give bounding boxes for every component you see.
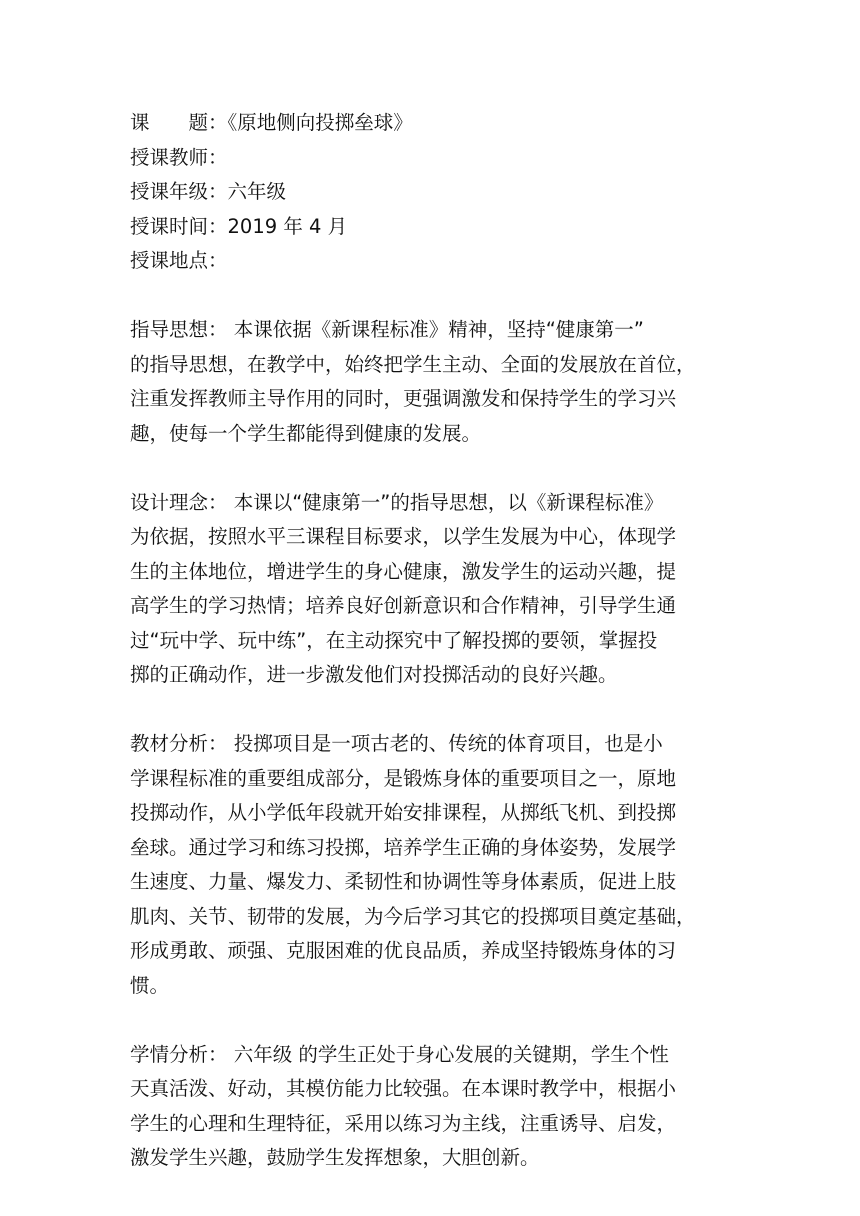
- guiding-line-4: 趣，使每一个学生都能得到健康的发展。: [130, 421, 482, 445]
- design-line-5: 过“玩中学、玩中练”，在主动探究中了解投掷的要领，掌握投: [130, 628, 658, 652]
- students-line-4: 激发学生兴趣，鼓励学生发挥想象，大胆创新。: [130, 1146, 540, 1169]
- design-line-6: 掷的正确动作，进一步激发他们对投掷活动的良好兴趣。: [130, 663, 618, 686]
- guiding-line-2: 的指导思想，在教学中，始终把学生主动、全面的发展放在首位，: [130, 352, 696, 376]
- design-line-4: 高学生的学习热情；培养良好创新意识和合作精神，引导学生通: [130, 594, 677, 617]
- material-line-6: 肌肉、关节、韧带的发展，为今后学习其它的投掷项目奠定基础，: [130, 904, 696, 928]
- students-line-3: 学生的心理和生理特征，采用以练习为主线，注重诱导、启发，: [130, 1111, 677, 1135]
- students-line-1: 学情分析： 六年级 的学生正处于身心发展的关键期，学生个性: [130, 1042, 669, 1066]
- material-line-8: 惯。: [130, 973, 170, 997]
- students-line-2: 天真活泼、好动，其模仿能力比较强。在本课时教学中，根据小: [130, 1077, 677, 1100]
- material-line-2: 学课程标准的重要组成部分，是锻炼身体的重要项目之一，原地: [130, 766, 677, 790]
- time-line: 授课时间：2019 年 4 月: [130, 214, 348, 238]
- material-line-7: 形成勇敢、顽强、克服困难的优良品质，养成坚持锻炼身体的习: [130, 939, 677, 962]
- section-spacer: [130, 279, 730, 314]
- design-line-2: 为依据，按照水平三课程目标要求，以学生发展为中心，体现学: [130, 525, 677, 548]
- guiding-thought-section: [130, 313, 730, 451]
- section-spacer: [130, 1003, 730, 1038]
- design-line-1: 设计理念： 本课以“健康第一”的指导思想，以《新课程标准》: [130, 490, 664, 514]
- material-line-5: 生速度、力量、爆发力、柔韧性和协调性等身体素质，促进上肢: [130, 870, 677, 893]
- material-analysis-section: [130, 727, 730, 1003]
- guiding-line-3: 注重发挥教师主导作用的同时，更强调激发和保持学生的学习兴: [130, 387, 677, 410]
- place-line: 授课地点：: [130, 249, 228, 272]
- guiding-line-1: 指导思想： 本课依据《新课程标准》精神，坚持“健康第一”: [130, 318, 644, 341]
- student-analysis-section: [130, 1038, 730, 1176]
- material-line-4: 垒球。通过学习和练习投掷，培养学生正确的身体姿势，发展学: [130, 835, 677, 859]
- material-line-1: 教材分析： 投掷项目是一项古老的、传统的体育项目，也是小: [130, 732, 663, 755]
- lesson-plan-page: [130, 106, 730, 1176]
- design-concept-section: [130, 486, 730, 693]
- grade-line: 授课年级：六年级: [130, 180, 287, 203]
- material-line-3: 投掷动作，从小学低年段就开始安排课程，从掷纸飞机、到投掷: [130, 801, 677, 824]
- section-spacer: [130, 451, 730, 486]
- topic-line: 课 题：《原地侧向投掷垒球》: [130, 111, 413, 134]
- section-spacer: [130, 693, 730, 728]
- design-line-3: 生的主体地位，增进学生的身心健康，激发学生的运动兴趣，提: [130, 559, 677, 583]
- teacher-line: 授课教师：: [130, 145, 228, 169]
